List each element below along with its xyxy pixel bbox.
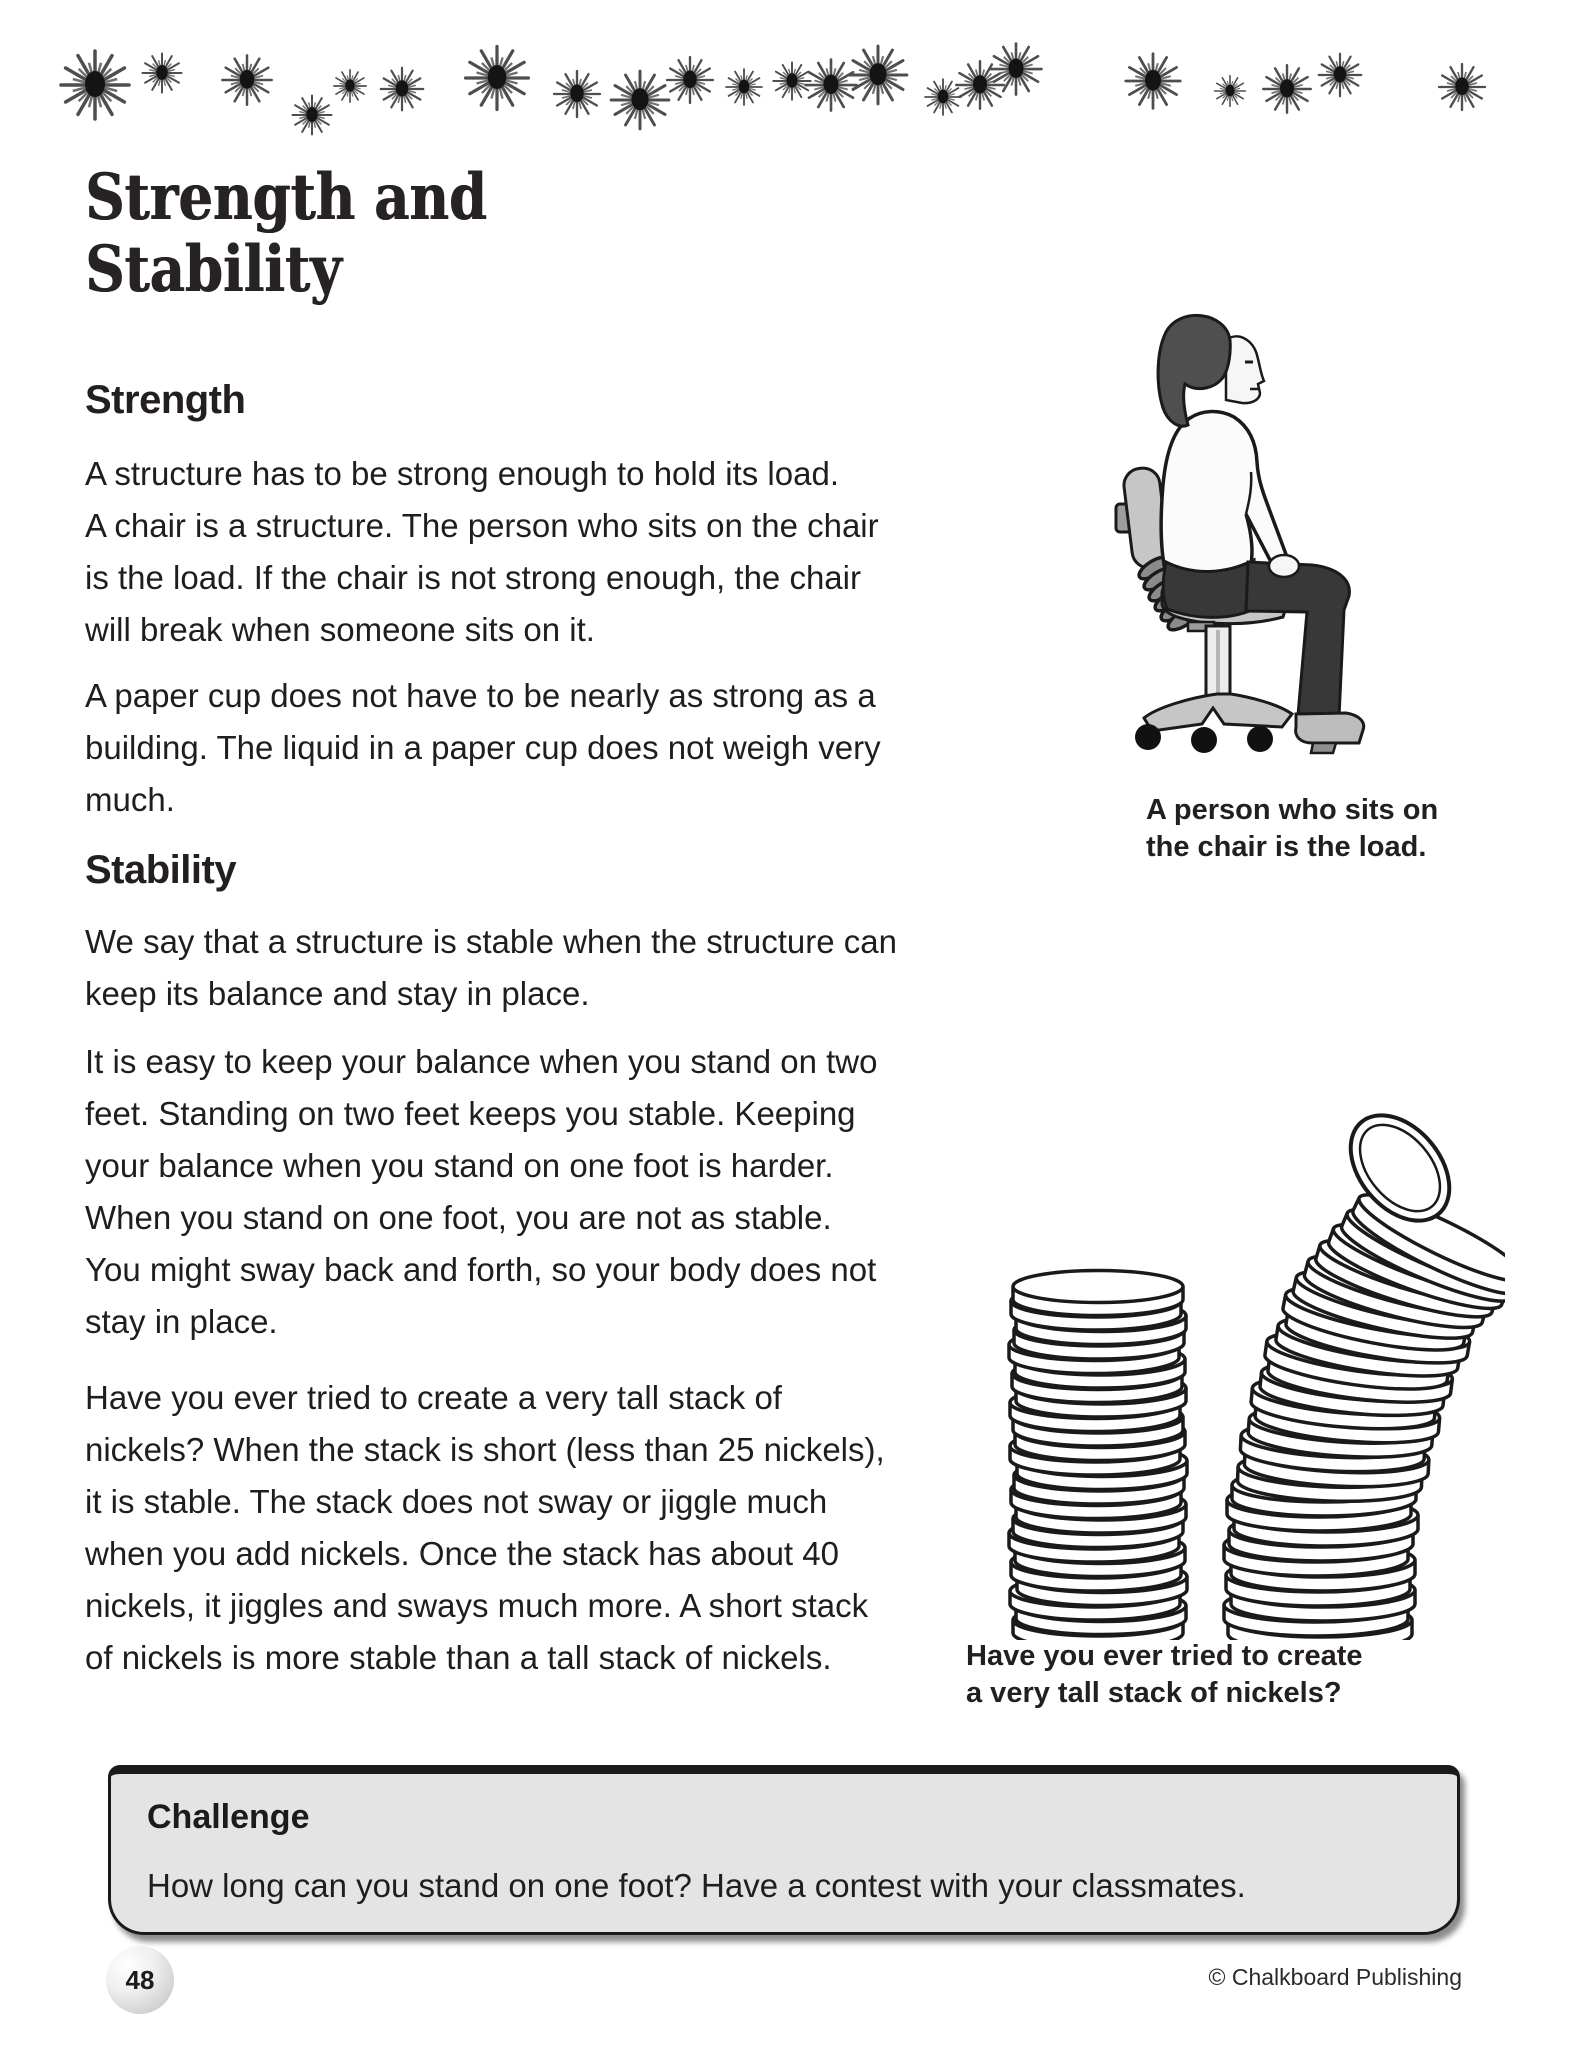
text-line: when you add nickels. Once the stack has about 40 bbox=[85, 1535, 839, 1572]
starburst-icon bbox=[806, 60, 857, 111]
seated-person bbox=[1158, 315, 1364, 753]
person-on-chair-illustration bbox=[1100, 300, 1390, 760]
text-line: A structure has to be strong enough to hold its load. bbox=[85, 455, 839, 492]
starburst-icon bbox=[1263, 65, 1311, 113]
copyright-notice: © Chalkboard Publishing bbox=[1208, 1964, 1462, 1990]
page-title-line2: Stability bbox=[85, 232, 342, 307]
text-line: it is stable. The stack does not sway or jiggle much bbox=[85, 1483, 828, 1520]
challenge-box bbox=[108, 1765, 1460, 1935]
leaning-nickel-stack bbox=[1224, 1096, 1505, 1640]
starburst-icon bbox=[1126, 54, 1180, 108]
text-line: is the load. If the chair is not strong enough, the chair bbox=[85, 559, 861, 596]
caption-line: a very tall stack of nickels? bbox=[966, 1677, 1342, 1709]
stability-paragraph-3 bbox=[85, 1372, 885, 1684]
strength-paragraph-2 bbox=[85, 670, 881, 826]
text-line: will break when someone sits on it. bbox=[85, 611, 595, 648]
chair-caption bbox=[1146, 792, 1438, 866]
caption-line: the chair is the load. bbox=[1146, 831, 1427, 863]
caption-line: A person who sits on bbox=[1146, 794, 1439, 826]
strength-heading: Strength bbox=[85, 378, 246, 422]
text-line: Have you ever tried to create a very tall stack of bbox=[85, 1379, 782, 1416]
caption-line: Have you ever tried to create bbox=[966, 1640, 1363, 1672]
challenge-heading: Challenge bbox=[147, 1798, 310, 1836]
text-line: your balance when you stand on one foot is harder. bbox=[85, 1147, 834, 1184]
stability-paragraph-2 bbox=[85, 1036, 877, 1348]
text-line: You might sway back and forth, so your body does not bbox=[85, 1251, 877, 1288]
starburst-band bbox=[0, 18, 1588, 148]
starburst-icon bbox=[334, 70, 366, 102]
text-line: We say that a structure is stable when the structure can bbox=[85, 923, 897, 960]
stability-heading: Stability bbox=[85, 848, 237, 892]
text-line: A chair is a structure. The person who sits on the chair bbox=[85, 507, 879, 544]
text-line: stay in place. bbox=[85, 1303, 278, 1340]
text-line: A paper cup does not have to be nearly as strong as a bbox=[85, 677, 876, 714]
starburst-icon bbox=[1439, 64, 1485, 110]
text-line: building. The liquid in a paper cup does not weigh very bbox=[85, 729, 881, 766]
starburst-icon bbox=[142, 53, 181, 92]
starburst-icon bbox=[849, 46, 907, 104]
strength-paragraph-1 bbox=[85, 448, 879, 656]
challenge-text: How long can you stand on one foot? Have a contest with your classmates. bbox=[147, 1867, 1246, 1904]
straight-nickel-stack bbox=[1009, 1271, 1187, 1641]
starburst-icon bbox=[61, 51, 129, 119]
starburst-icon bbox=[222, 55, 271, 104]
text-line: of nickels is more stable than a tall stack of nickels. bbox=[85, 1639, 832, 1676]
text-line: feet. Standing on two feet keeps you stable. Keeping bbox=[85, 1095, 856, 1132]
starburst-icon bbox=[381, 68, 424, 111]
starburst-icon bbox=[292, 95, 331, 134]
page-number-badge bbox=[106, 1946, 174, 2014]
text-line: keep its balance and stay in place. bbox=[85, 975, 590, 1012]
starburst-icon bbox=[667, 57, 713, 103]
text-line: nickels, it jiggles and sways much more. A short stack bbox=[85, 1587, 869, 1624]
page-title-line1: Strength and bbox=[85, 160, 487, 235]
starburst-icon bbox=[554, 71, 600, 117]
page-number: 48 bbox=[125, 1964, 155, 1995]
starburst-icon bbox=[466, 47, 529, 110]
starburst-icon bbox=[726, 69, 762, 105]
text-line: When you stand on one foot, you are not as stable. bbox=[85, 1199, 832, 1236]
text-line: much. bbox=[85, 781, 175, 818]
nickel-stacks-illustration bbox=[930, 1080, 1505, 1640]
starburst-icon bbox=[1319, 54, 1362, 97]
text-line: It is easy to keep your balance when you stand on two bbox=[85, 1043, 878, 1080]
starburst-icon bbox=[611, 71, 669, 129]
text-line: nickels? When the stack is short (less than 25 nickels), bbox=[85, 1431, 885, 1468]
nickels-caption bbox=[966, 1638, 1363, 1712]
starburst-icon bbox=[1215, 76, 1246, 107]
starburst-icon bbox=[991, 44, 1042, 95]
stability-paragraph-1 bbox=[85, 916, 897, 1020]
starburst-icon bbox=[773, 62, 810, 99]
page-title bbox=[85, 162, 487, 306]
